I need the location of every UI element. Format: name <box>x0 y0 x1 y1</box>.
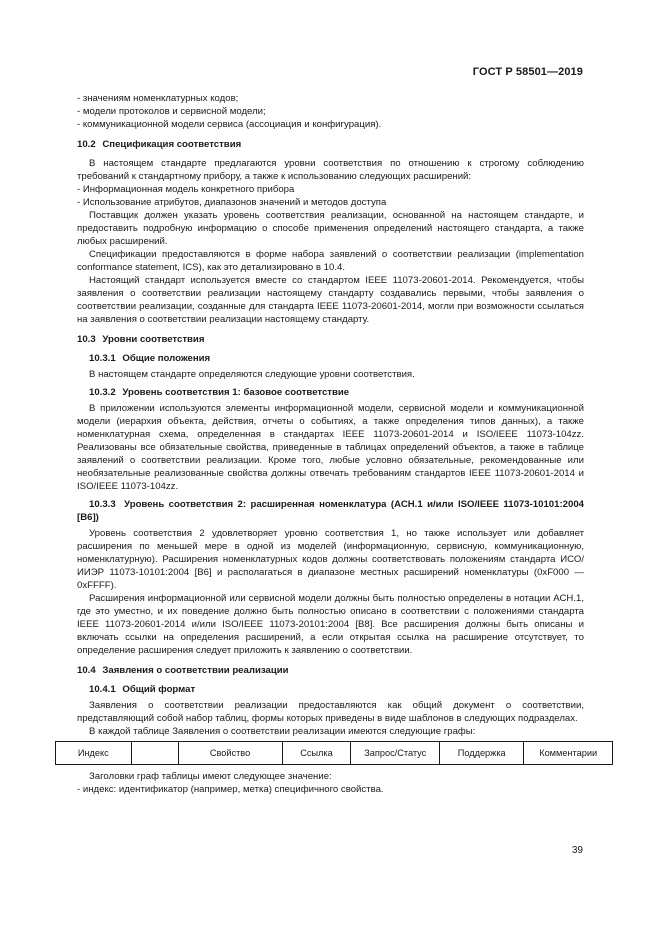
table-cell-support: Поддержка <box>440 742 524 765</box>
subsection-title: Общий формат <box>122 684 196 695</box>
table-row <box>56 742 613 765</box>
paragraph: В настоящем стандарте определяются следующие уровни соответствия. <box>89 369 415 380</box>
section-heading-10-4 <box>77 664 584 677</box>
section-title: Заявления о соответствии реализации <box>102 665 289 676</box>
section-number: 10.3 <box>77 334 96 345</box>
table-cell-reference: Ссылка <box>282 742 351 765</box>
list-item: - коммуникационной модели сервиса (ассоциация и конфигурация). <box>77 119 382 130</box>
subsection-number: 10.3.2 <box>89 387 116 398</box>
paragraph: Настоящий стандарт используется вместе со стандартом IEEE 11073-20601-2014. Рекомендуется, чтобы заявления о соответствии реализации настоящему стандарту создавались первыми, чтобы заявления о соответствии реализации, созданные для стандарта IEEE 11073-20601-2014, могли при возможности ссылаться на заявления о соответствии реализации настоящему стандарту. <box>77 275 584 325</box>
paragraph: Спецификации предоставляются в форме набора заявлений о соответствии реализации (implementation conformance statement, ICS), как это детализировано в 10.4. <box>77 249 584 273</box>
paragraph: Заголовки граф таблицы имеют следующее значение: <box>89 771 332 782</box>
subsection-title: Общие положения <box>122 353 211 364</box>
section-heading-10-3 <box>77 333 584 346</box>
subsection-heading-10-3-2 <box>77 386 584 399</box>
subsection-number: 10.3.3 <box>89 499 116 510</box>
document-body <box>77 92 598 796</box>
paragraph: Расширения информационной или сервисной модели должны быть полностью определены в нотации АСН.1, где это уместно, и их поведение должно быть полностью описано в соответствии с положениями стандарта IEEE 11073-20601-2014 и/или ISO/IEEE 11073-20101:2004 [B8]. Все расширения должны быть описаны и включать ссылки на определения расширений, а если открытая ссылка на расширение отсутствует, то определение расширения следует приложить к заявлению о соответствии. <box>77 593 584 656</box>
section-heading-10-2 <box>77 138 584 151</box>
list-item: - значениям номенклатурных кодов; <box>77 93 239 104</box>
subsection-number: 10.4.1 <box>89 684 116 695</box>
list-item: - индекс: идентификатор (например, метка) специфичного свойства. <box>77 784 384 795</box>
table-cell-comments: Комментарии <box>524 742 613 765</box>
paragraph: Уровень соответствия 2 удовлетворяет уровню соответствия 1, но также использует или добавляет расширения по меньшей мере в одной из моделей (информационную, сервисную, коммуникационную, номенклатурную). Расширения номенклатурных кодов должны соответствовать положениям стандарта ИСО/ИИЭР 11073-10101:2004 [B6] и располагаться в диапазоне местных расширений номенклатуры (0xF000 — 0xFFFF). <box>77 528 584 591</box>
paragraph: Заявления о соответствии реализации предоставляются как общий документ о соответствии, представляющий собой набор таблиц, формы которых приведены в виде шаблонов в следующих подразделах. <box>77 700 584 724</box>
section-title: Спецификация соответствия <box>102 139 242 150</box>
page-number: 39 <box>571 845 583 856</box>
subsection-heading-10-3-1 <box>77 352 584 365</box>
subsection-number: 10.3.1 <box>89 353 116 364</box>
standard-code-header: ГОСТ Р 58501—2019 <box>472 66 583 78</box>
subsection-title: Уровень соответствия 2: расширенная номенклатура (АСН.1 и/или ISO/IEEE 11073-10101:2004 [B6]) <box>77 499 584 523</box>
paragraph: В каждой таблице Заявления о соответствии реализации имеются следующие графы: <box>89 726 476 737</box>
section-number: 10.2 <box>77 139 96 150</box>
table-cell-request-status: Запрос/Статус <box>351 742 440 765</box>
section-number: 10.4 <box>77 665 96 676</box>
paragraph: В настоящем стандарте предлагаются уровни соответствия по отношению к строгому соблюдению требований к стандартному прибору, а также к использованию следующих расширений: <box>77 158 584 182</box>
subsection-title: Уровень соответствия 1: базовое соответствие <box>122 387 350 398</box>
table-cell-property: Свойство <box>178 742 282 765</box>
subsection-heading-10-4-1 <box>77 683 584 696</box>
section-title: Уровни соответствия <box>102 334 205 345</box>
table-cell-empty <box>131 742 178 765</box>
table-cell-index: Индекс <box>56 742 132 765</box>
list-item: - Использование атрибутов, диапазонов значений и методов доступа <box>77 197 387 208</box>
list-item: - модели протоколов и сервисной модели; <box>77 106 266 117</box>
paragraph: В приложении используются элементы информационной модели, сервисной модели и коммуникационной модели (иерархия объекта, действия, отчеты о событиях, а также определения типов данных), а также номенклатурная схема, определенная в стандартах IEEE 11073-20601-2014 и ISO/IEEE 11073-104zz. Реализованы все обязательные свойства, приведенные в таблицах определений объектов, а также в таблице заявлений о соответствии реализации. Кроме того, любые условно обязательные, рекомендованные или необязательные реализованные свойства должны отвечать требованиям стандартов IEEE 11073-20601-2014 и ISO/IEEE 11073-104zz. <box>77 403 584 492</box>
ics-columns-table <box>55 741 613 765</box>
paragraph: Поставщик должен указать уровень соответствия реализации, основанной на настоящем стандарте, и предоставить подробную информацию о способе применения определений настоящего стандарта, а также любых расширений. <box>77 210 584 247</box>
subsection-heading-10-3-3 <box>77 498 584 524</box>
list-item: - Информационная модель конкретного прибора <box>77 184 295 195</box>
